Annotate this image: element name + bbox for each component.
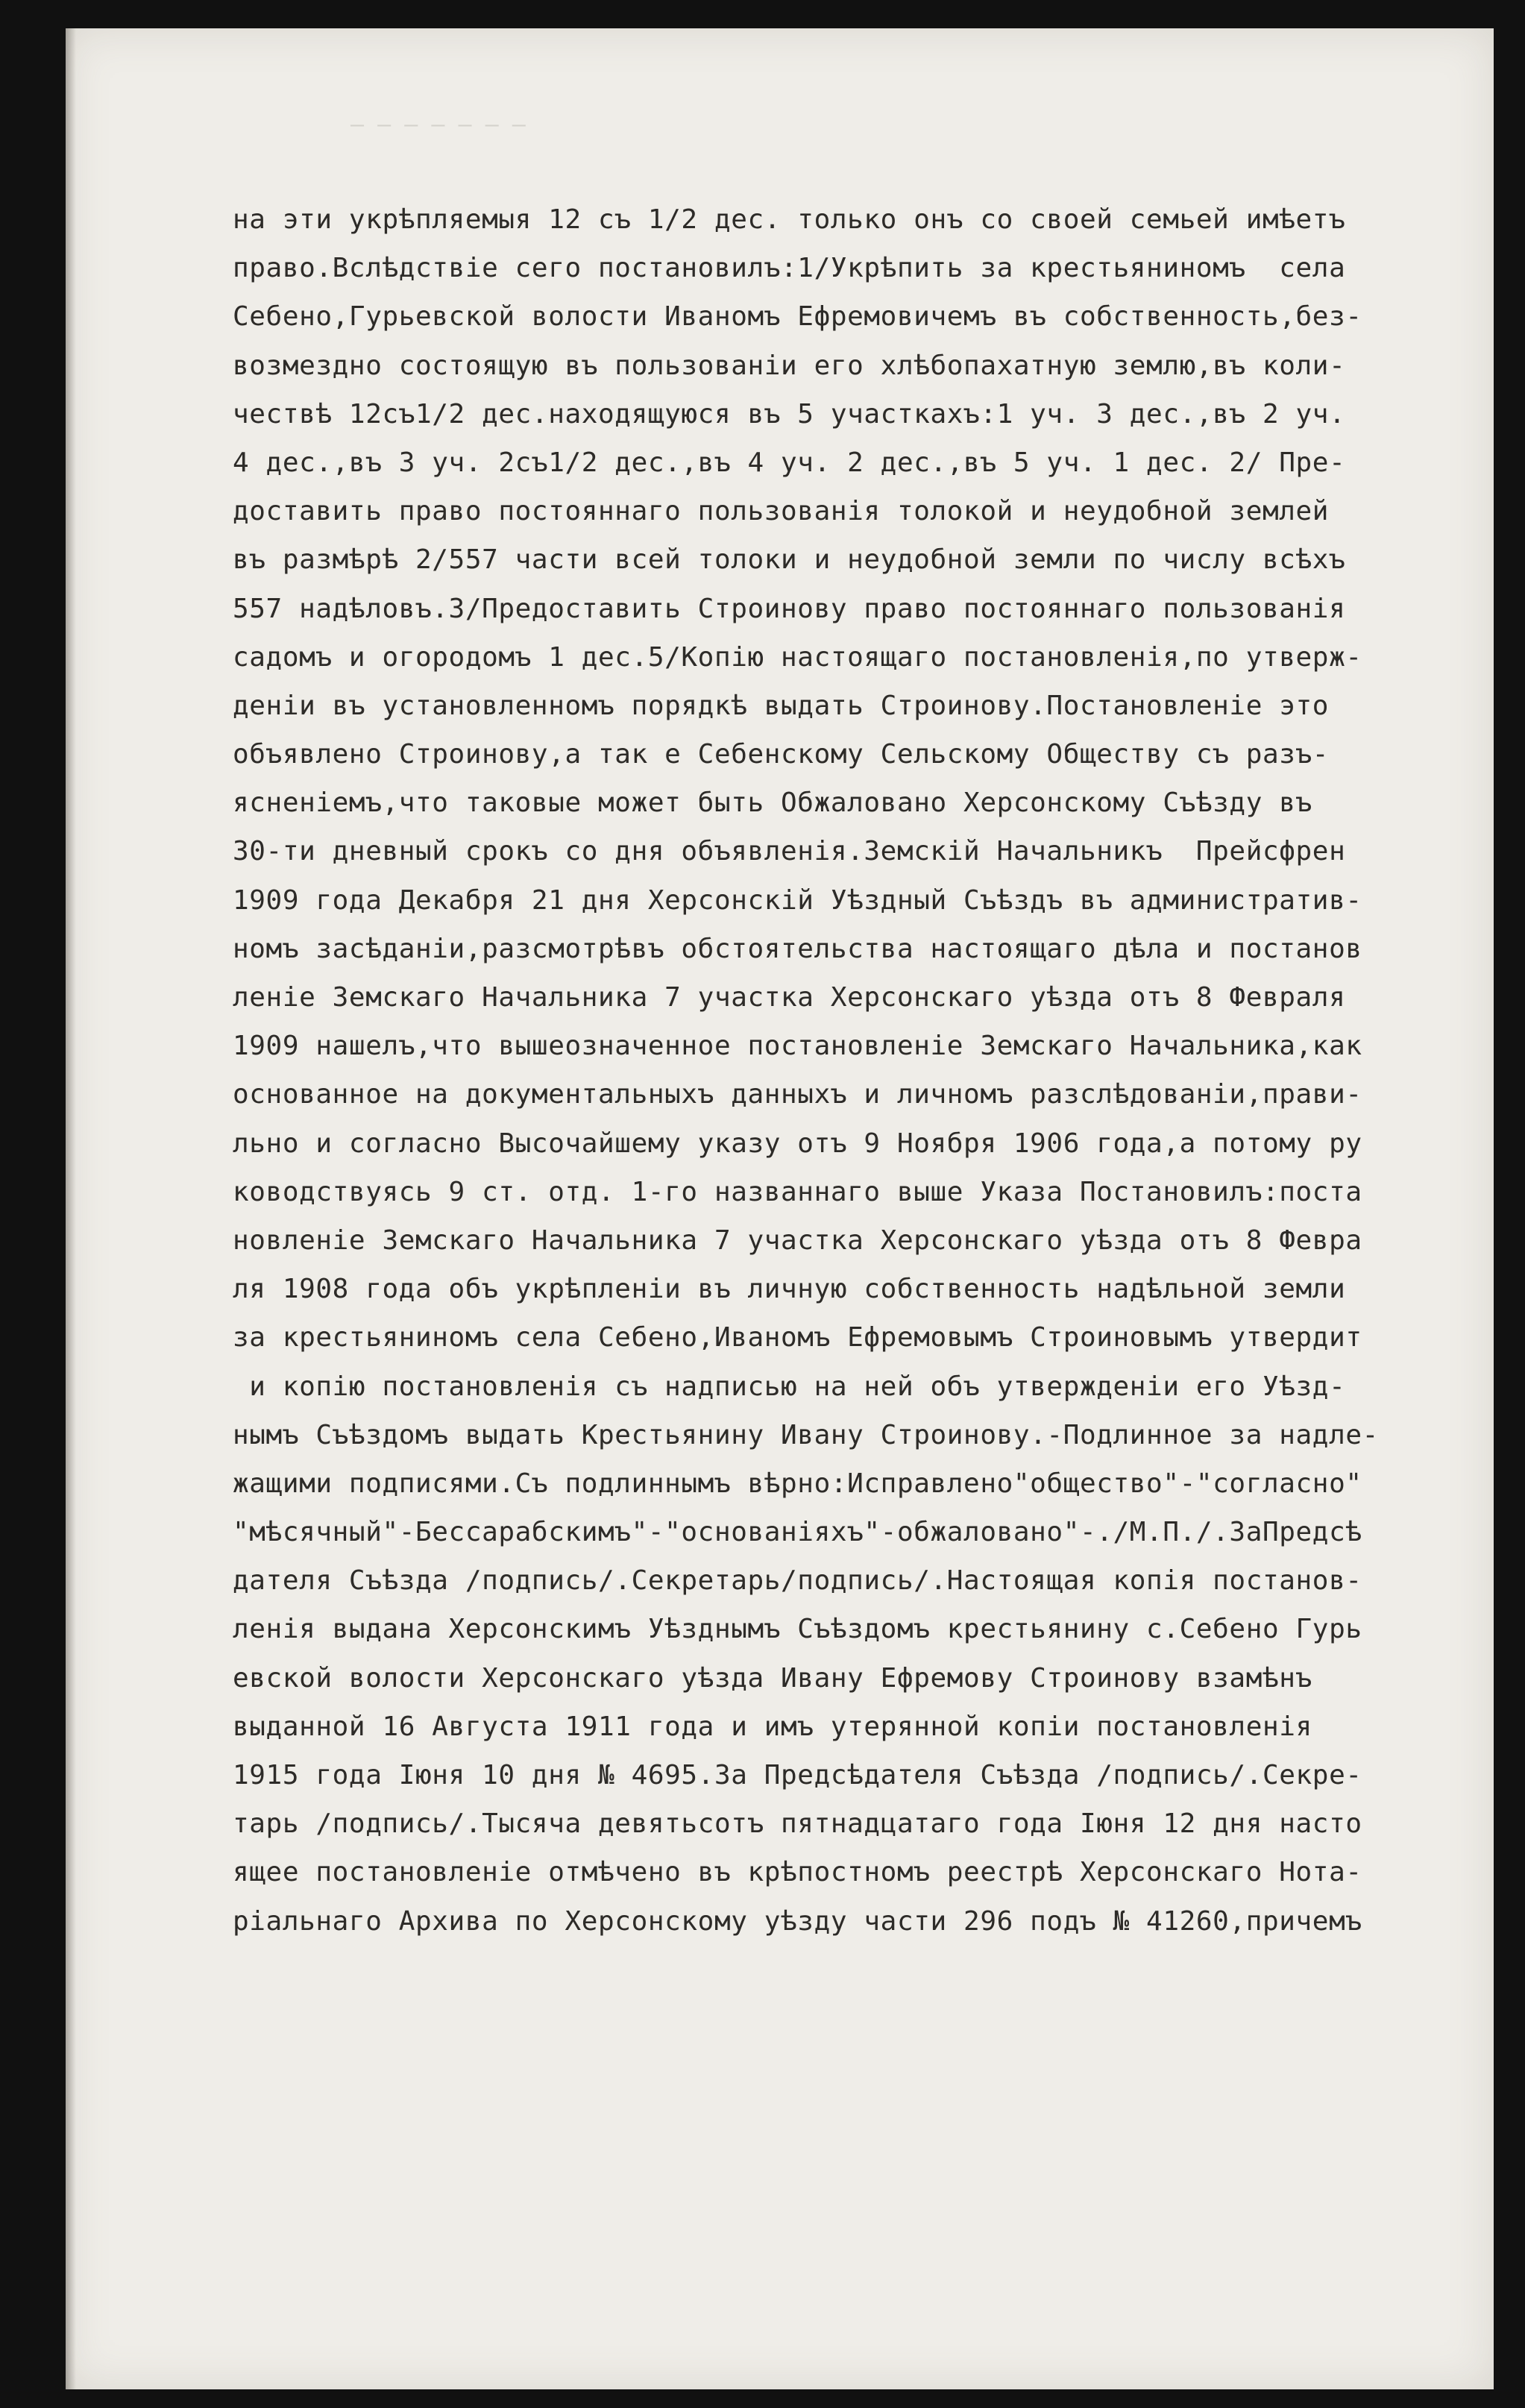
typewritten-text-block xyxy=(233,195,1485,1946)
text-line: за крестьяниномъ села Себено,Иваномъ Ефремовымъ Строиновымъ утвердит xyxy=(233,1322,1362,1354)
text-line: новленіе Земскаго Начальника 7 участка Херсонскаго уѣзда отъ 8 Февра xyxy=(233,1225,1362,1256)
text-line: дателя Съѣзда /подпись/.Секретарь/подпись/.Настоящая копія постанов- xyxy=(233,1565,1362,1597)
text-line: льно и согласно Высочайшему указу отъ 9 Ноября 1906 года,а потому ру xyxy=(233,1128,1362,1159)
text-line: 1915 года Іюня 10 дня № 4695.За Предсѣдателя Съѣзда /подпись/.Секре- xyxy=(233,1760,1362,1791)
text-line: 557 надѣловъ.3/Предоставить Строинову право постояннаго пользованія xyxy=(233,593,1346,624)
text-line: 30-ти дневный срокъ со дня объявленія.Земскій Начальникъ Прейсфрен xyxy=(233,836,1346,867)
sheet-edge-shadow xyxy=(66,28,76,2389)
text-line: ясненіемъ,что таковые может быть Обжаловано Херсонскому Съѣзду въ xyxy=(233,788,1312,819)
text-line: ленія выдана Херсонскимъ Уѣзднымъ Съѣздомъ крестьянину с.Себено Гурь xyxy=(233,1614,1362,1645)
text-line: евской волости Херсонскаго уѣзда Ивану Ефремову Строинову взамѣнъ xyxy=(233,1662,1312,1694)
text-line: 1909 года Декабря 21 дня Херсонскій Уѣздный Съѣздъ въ административ- xyxy=(233,884,1362,916)
text-line: номъ засѣданіи,разсмотрѣвъ обстоятельства настоящаго дѣла и постанов xyxy=(233,933,1362,964)
text-line: "мѣсячный"-Бессарабскимъ"-"основаніяхъ"-обжаловано"-./М.П./.ЗаПредсѣ xyxy=(233,1517,1362,1548)
text-line: выданной 16 Августа 1911 года и имъ утерянной копіи постановленія xyxy=(233,1711,1312,1742)
text-line: объявлено Строинову,а так е Себенскому Сельскому Обществу съ разъ- xyxy=(233,739,1330,770)
text-line: ящее постановленіе отмѣчено въ крѣпостномъ реестрѣ Херсонскаго Нота- xyxy=(233,1857,1362,1888)
text-line: возмездно состоящую въ пользованіи его хлѣбопахатную землю,въ коли- xyxy=(233,350,1346,381)
text-line: и копію постановленія съ надписью на ней объ утвержденіи его Уѣзд- xyxy=(233,1371,1346,1402)
text-line: деніи въ установленномъ порядкѣ выдать Строинову.Постановленіе это xyxy=(233,690,1330,721)
text-line: 4 дес.,въ 3 уч. 2съ1/2 дес.,въ 4 уч. 2 дес.,въ 5 уч. 1 дес. 2/ Пре- xyxy=(233,447,1346,478)
text-line: доставить право постояннаго пользованія толокой и неудобной землей xyxy=(233,496,1330,527)
text-line: ководствуясь 9 ст. отд. 1-го названнаго выше Указа Постановилъ:поста xyxy=(233,1176,1362,1207)
faint-bleed-through-header: — — — — — — — xyxy=(350,112,526,131)
text-line: нымъ Съѣздомъ выдать Крестьянину Ивану Строинову.-Подлинное за надле- xyxy=(233,1419,1379,1450)
text-line: на эти укрѣпляемыя 12 съ 1/2 дес. только онъ со своей семьей имѣетъ xyxy=(233,204,1346,235)
text-line: чествѣ 12съ1/2 дес.находящуюся въ 5 участкахъ:1 уч. 3 дес.,въ 2 уч. xyxy=(233,398,1346,430)
text-line: жащими подписями.Съ подлиннымъ вѣрно:Исправлено"общество"-"согласно" xyxy=(233,1468,1362,1499)
text-line: леніе Земскаго Начальника 7 участка Херсонскаго уѣзда отъ 8 Февраля xyxy=(233,982,1346,1013)
text-line: основанное на документальныхъ данныхъ и личномъ разслѣдованіи,прави- xyxy=(233,1079,1362,1110)
text-line: ріальнаго Архива по Херсонскому уѣзду части 296 подъ № 41260,причемъ xyxy=(233,1905,1362,1937)
text-line: ля 1908 года объ укрѣпленіи въ личную собственность надѣльной земли xyxy=(233,1274,1346,1305)
text-line: тарь /подпись/.Тысяча девятьсотъ пятнадцатаго года Іюня 12 дня насто xyxy=(233,1808,1362,1840)
text-line: 1909 нашелъ,что вышеозначенное постановленіе Земскаго Начальника,как xyxy=(233,1031,1362,1062)
text-line: въ размѣрѣ 2/557 части всей толоки и неудобной земли по числу всѣхъ xyxy=(233,544,1346,576)
text-line: право.Вслѣдствіе сего постановилъ:1/Укрѣпить за крестьяниномъ села xyxy=(233,253,1346,284)
text-line: Себено,Гурьевской волости Иваномъ Ефремовичемъ въ собственность,без- xyxy=(233,301,1362,333)
text-line: садомъ и огородомъ 1 дес.5/Копію настоящаго постановленія,по утверж- xyxy=(233,641,1362,673)
